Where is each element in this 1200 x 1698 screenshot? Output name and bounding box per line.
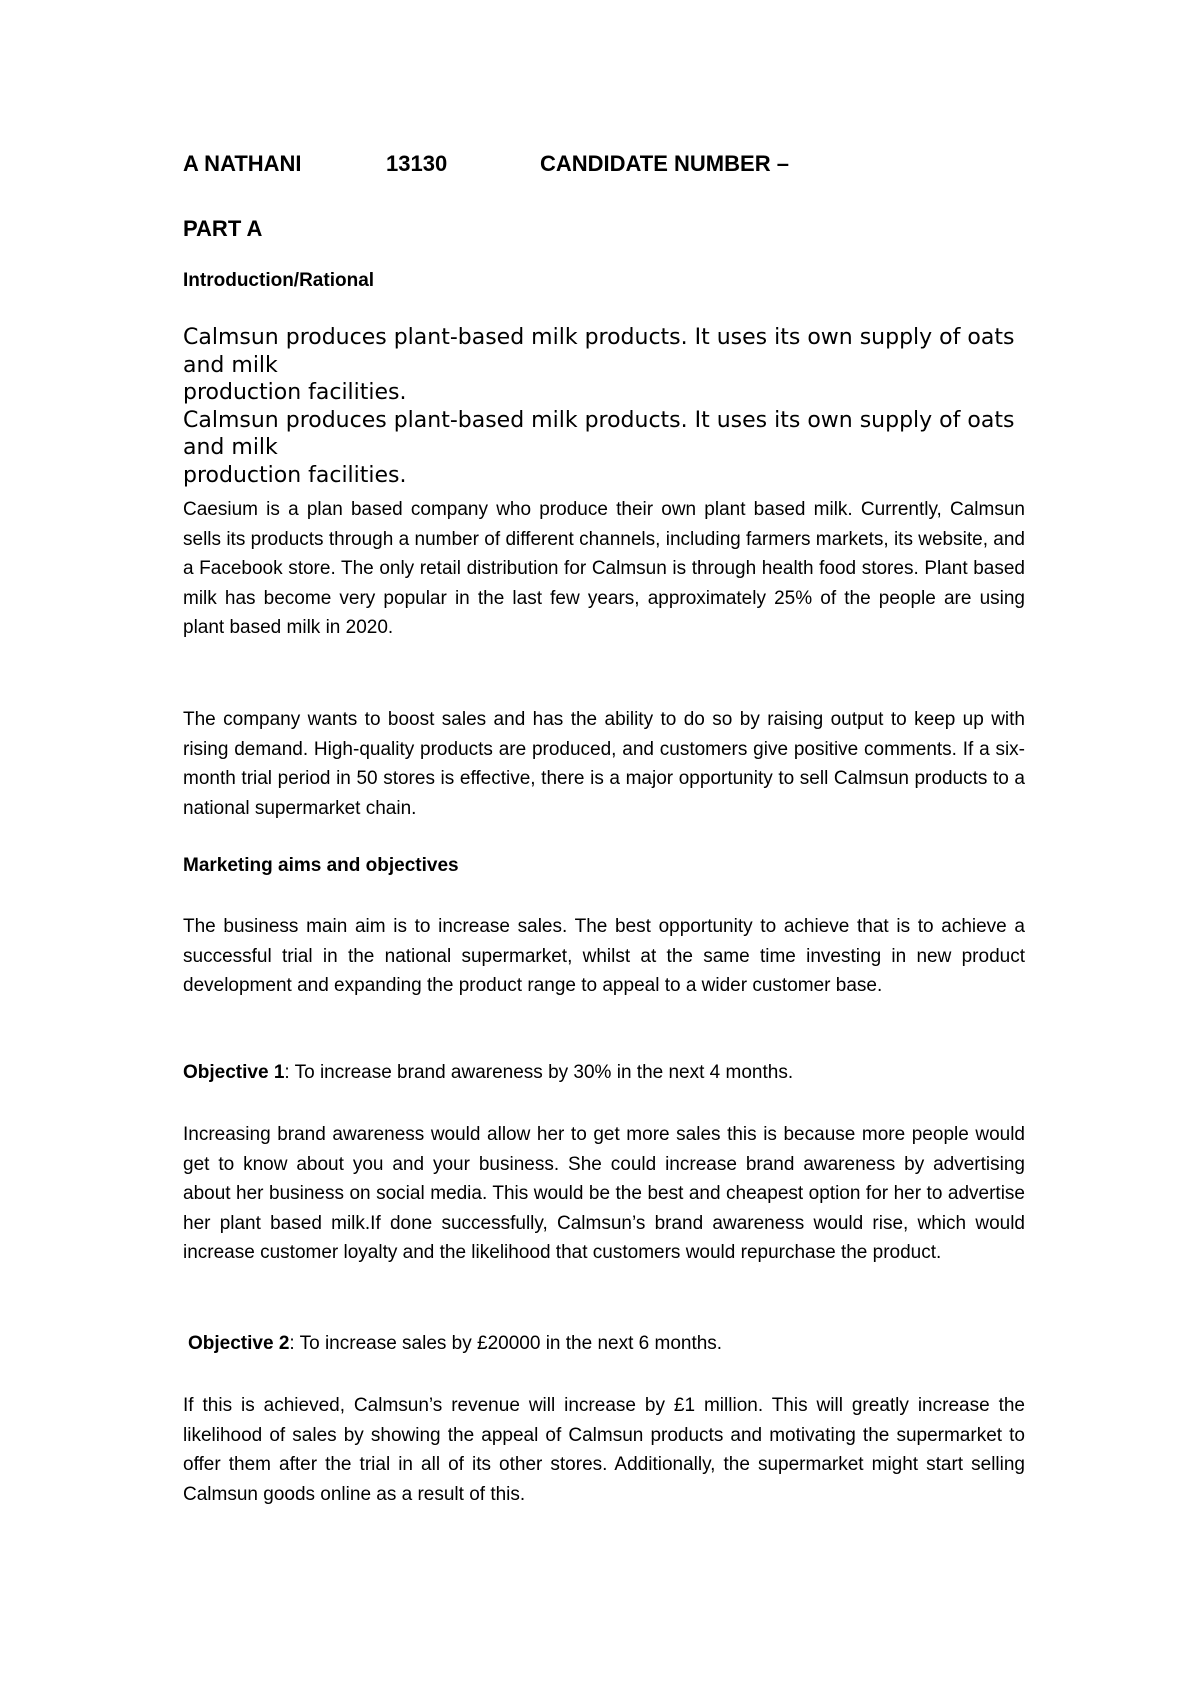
objective-2-paragraph: If this is achieved, Calmsun’s revenue will increase by £1 million. This will greatly increase the likelihood of sales by showing the appeal of Calmsun products and motivating the supermarket to offer them after the trial in all of its other stores. Additionally, the supermarket might start selling Calmsun goods online as a result of this. bbox=[183, 1395, 1025, 1505]
part-title: PART A bbox=[183, 216, 263, 241]
intro-repeat-line-2: production facilities. bbox=[183, 380, 407, 405]
objective-2-label: Objective 2 bbox=[188, 1333, 290, 1354]
intro-paragraph-1: Caesium is a plan based company who produce their own plant based milk. Currently, Calmsun sells its products through a number of different channels, including farmers markets, its website, and a Facebook store. The only retail distribution for Calmsun is through health food stores. Plant based milk has become very popular in the last few years, approximately 25% of the people are using plant based milk in 2020. bbox=[183, 499, 1025, 638]
intro-repeat-block bbox=[183, 324, 1043, 489]
intro-heading: Introduction/Rational bbox=[183, 270, 375, 291]
author-name: A NATHANI bbox=[183, 151, 302, 176]
intro-paragraph-2: The company wants to boost sales and has the ability to do so by raising output to keep up with rising demand. High-quality products are produced, and customers give positive comments. If a six-month trial period in 50 stores is effective, there is a major opportunity to sell Calmsun products to a national supermarket chain. bbox=[183, 709, 1025, 819]
marketing-paragraph: The business main aim is to increase sales. The best opportunity to achieve that is to achieve a successful trial in the national supermarket, whilst at the same time investing in new product development and expanding the product range to appeal to a wider customer base. bbox=[183, 916, 1025, 996]
objective-1-line bbox=[183, 1062, 793, 1084]
intro-repeat-line-1: Calmsun produces plant-based milk products. It uses its own supply of oats and milk bbox=[183, 325, 1015, 378]
marketing-heading: Marketing aims and objectives bbox=[183, 855, 459, 876]
objective-2-line bbox=[188, 1333, 722, 1355]
intro-repeat-line-3: Calmsun produces plant-based milk products. It uses its own supply of oats and milk bbox=[183, 407, 1015, 460]
objective-1-paragraph: Increasing brand awareness would allow her to get more sales this is because more people would get to know about you and your business. She could increase brand awareness by advertising about her business on social media. This would be the best and cheapest option for her to advertise her plant based milk.If done successfully, Calmsun’s brand awareness would rise, which would increase customer loyalty and the likelihood that customers would repurchase the product. bbox=[183, 1124, 1025, 1263]
student-number: 13130 bbox=[386, 151, 448, 176]
candidate-number-label: CANDIDATE NUMBER – bbox=[540, 151, 789, 176]
intro-repeat-line-4: production facilities. bbox=[183, 462, 407, 488]
objective-1-text: : To increase brand awareness by 30% in the next 4 months. bbox=[284, 1062, 794, 1083]
objective-2-text: : To increase sales by £20000 in the next 6 months. bbox=[289, 1333, 723, 1354]
objective-1-label: Objective 1 bbox=[183, 1062, 285, 1083]
